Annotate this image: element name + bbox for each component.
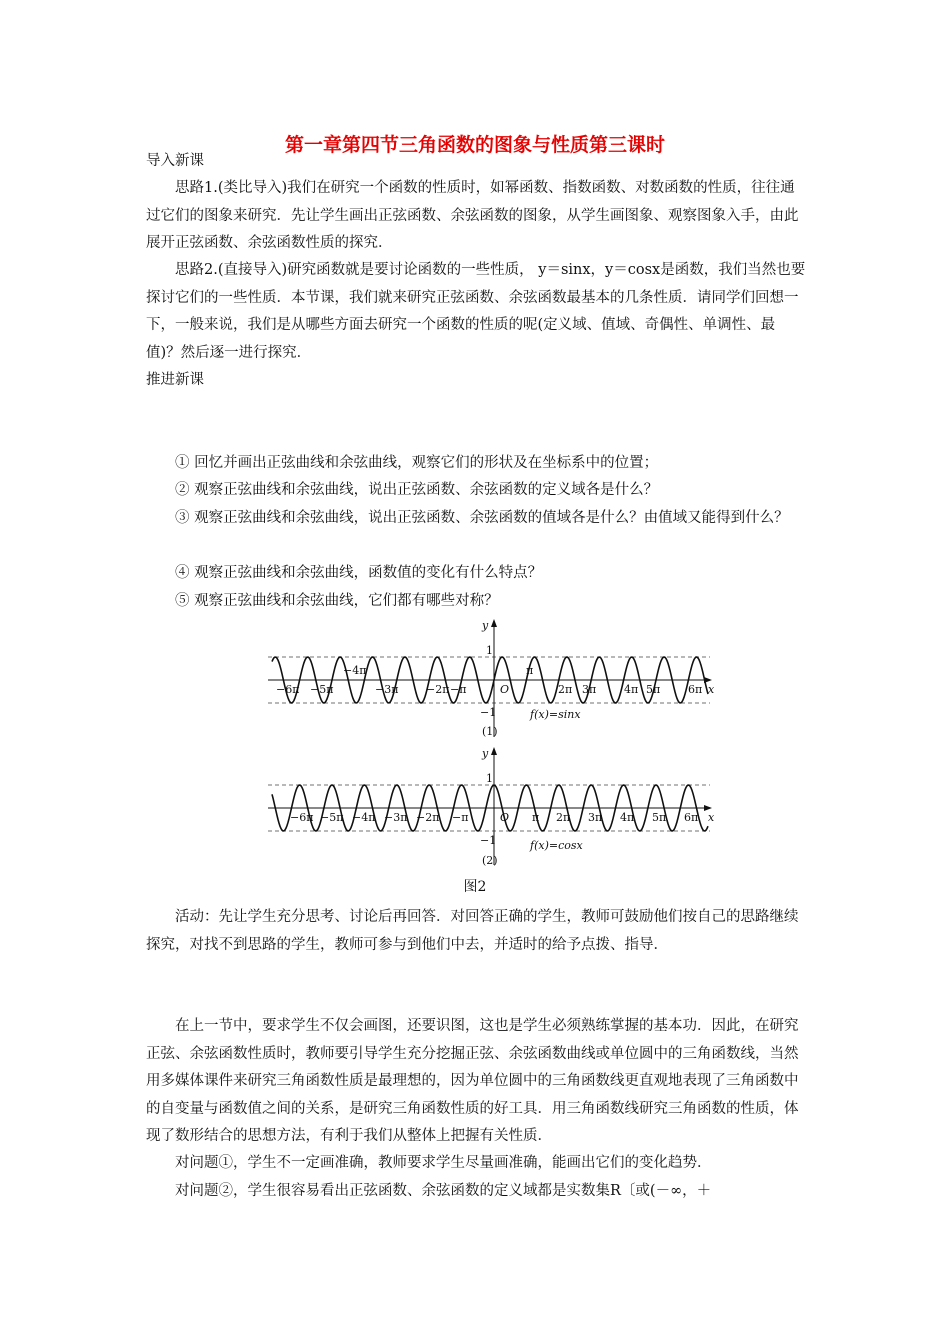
document-title: 第一章第四节三角函数的图象与性质第三课时: [284, 134, 665, 156]
tick-label: −3π: [384, 811, 408, 824]
origin-label: O: [500, 811, 510, 824]
cosine-graph: [260, 743, 720, 871]
tick-label: −3π: [375, 683, 399, 696]
tick-label: −2π: [416, 811, 440, 824]
paragraph-previous-section: 在上一节中，要求学生不仅会画图，还要识图，这也是学生必须熟练掌握的基本功．因此，在研究正弦、余弦函数性质时，教师要引导学生充分挖掘正弦、余弦函数曲线或单位圆中的三角函数线，当然用多媒体课件来研究三角函数性质是最理想的，因为单位圆中的三角函数线更直观地表现了三角函数中的自变量与函数值之间的关系，是研究三角函数性质的好工具．用三角函数线研究三角函数的性质，体现了数形结合的思想方法，有利于我们从整体上把握有关性质．: [146, 1018, 799, 1144]
tick-label: 5π: [652, 811, 667, 824]
paragraph-activity: 活动：先让学生充分思考、讨论后再回答．对回答正确的学生，教师可鼓励他们按自己的思路继续探究，对找不到思路的学生，教师可参与到他们中去，并适时的给予点拨、指导．: [146, 909, 799, 953]
tick-label-neg-one: −1: [480, 834, 497, 847]
question-4: ④ 观察正弦曲线和余弦曲线，函数值的变化有什么特点？: [175, 565, 543, 581]
tick-label: −π: [450, 683, 467, 696]
tick-label: 4π: [620, 811, 635, 824]
tick-label-one: 1: [486, 772, 493, 785]
tick-label: π: [532, 811, 540, 824]
x-axis-label: x: [708, 811, 715, 824]
tick-label-neg-one: −1: [480, 706, 497, 719]
function-label: f(x)=sinx: [530, 708, 581, 721]
tick-label: 6π: [688, 683, 703, 696]
tick-label: 2π: [556, 811, 571, 824]
sine-graph: [260, 615, 720, 743]
question-3: ③ 观察正弦曲线和余弦曲线，说出正弦函数、余弦函数的值域各是什么？由值域又能得到什么？: [175, 510, 789, 526]
tick-label: −5π: [320, 811, 344, 824]
tick-label: 4π: [624, 683, 639, 696]
paragraph-question-2: 对问题②，学生很容易看出正弦函数、余弦函数的定义域都是实数集R〔或(－∞，＋: [175, 1183, 712, 1199]
origin-label: O: [500, 683, 510, 696]
tick-label: 5π: [646, 683, 661, 696]
paragraph-approach-1: 思路1.(类比导入)我们在研究一个函数的性质时，如幂函数、指数函数、对数函数的性质，往往通过它们的图象来研究．先让学生画出正弦函数、余弦函数的图象，从学生画图象、观察图象入手，由此展开正弦函数、余弦函数性质的探究．: [146, 180, 799, 251]
tick-label: 3π: [582, 683, 597, 696]
section-heading-intro: 导入新课: [146, 153, 204, 169]
paragraph-question-1: 对问题①，学生不一定画准确，教师要求学生尽量画准确，能画出它们的变化趋势．: [175, 1155, 712, 1171]
tick-label: 2π: [558, 683, 573, 696]
tick-label: 3π: [588, 811, 603, 824]
tick-label: π: [526, 664, 534, 677]
question-5: ⑤ 观察正弦曲线和余弦曲线，它们都有哪些对称？: [175, 593, 499, 609]
question-1: ① 回忆并画出正弦曲线和余弦曲线，观察它们的形状及在坐标系中的位置；: [175, 455, 659, 471]
paragraph-approach-2: 思路2.(直接导入)研究函数就是要讨论函数的一些性质， y＝sinx，y＝cosx是函数，我们当然也要探讨它们的一些性质．本节课，我们就来研究正弦函数、余弦函数最基本的几条性质．请同学们回想一下，一般来说，我们是从哪些方面去研究一个函数的性质的呢(定义域、值域、奇偶性、单调性、最值)？然后逐一进行探究．: [146, 262, 806, 361]
sub-figure-label: (2): [482, 854, 498, 867]
tick-label: −5π: [310, 683, 334, 696]
figure-caption: 图2: [463, 879, 487, 895]
y-axis-label: y: [482, 747, 489, 760]
tick-label: −2π: [426, 683, 450, 696]
tick-label: −π: [452, 811, 469, 824]
tick-label: 6π: [684, 811, 699, 824]
question-2: ② 观察正弦曲线和余弦曲线，说出正弦函数、余弦函数的定义域各是什么？: [175, 482, 659, 498]
tick-label: −6π: [276, 683, 300, 696]
x-axis-label: x: [708, 683, 715, 696]
y-axis-label: y: [482, 619, 489, 632]
tick-label: −4π: [352, 811, 376, 824]
section-heading-new-lesson: 推进新课: [146, 372, 204, 388]
tick-label-one: 1: [486, 644, 493, 657]
function-label: f(x)=cosx: [530, 839, 583, 852]
tick-label: −4π: [343, 664, 367, 677]
sub-figure-label: (1): [482, 725, 498, 738]
tick-label: −6π: [290, 811, 314, 824]
